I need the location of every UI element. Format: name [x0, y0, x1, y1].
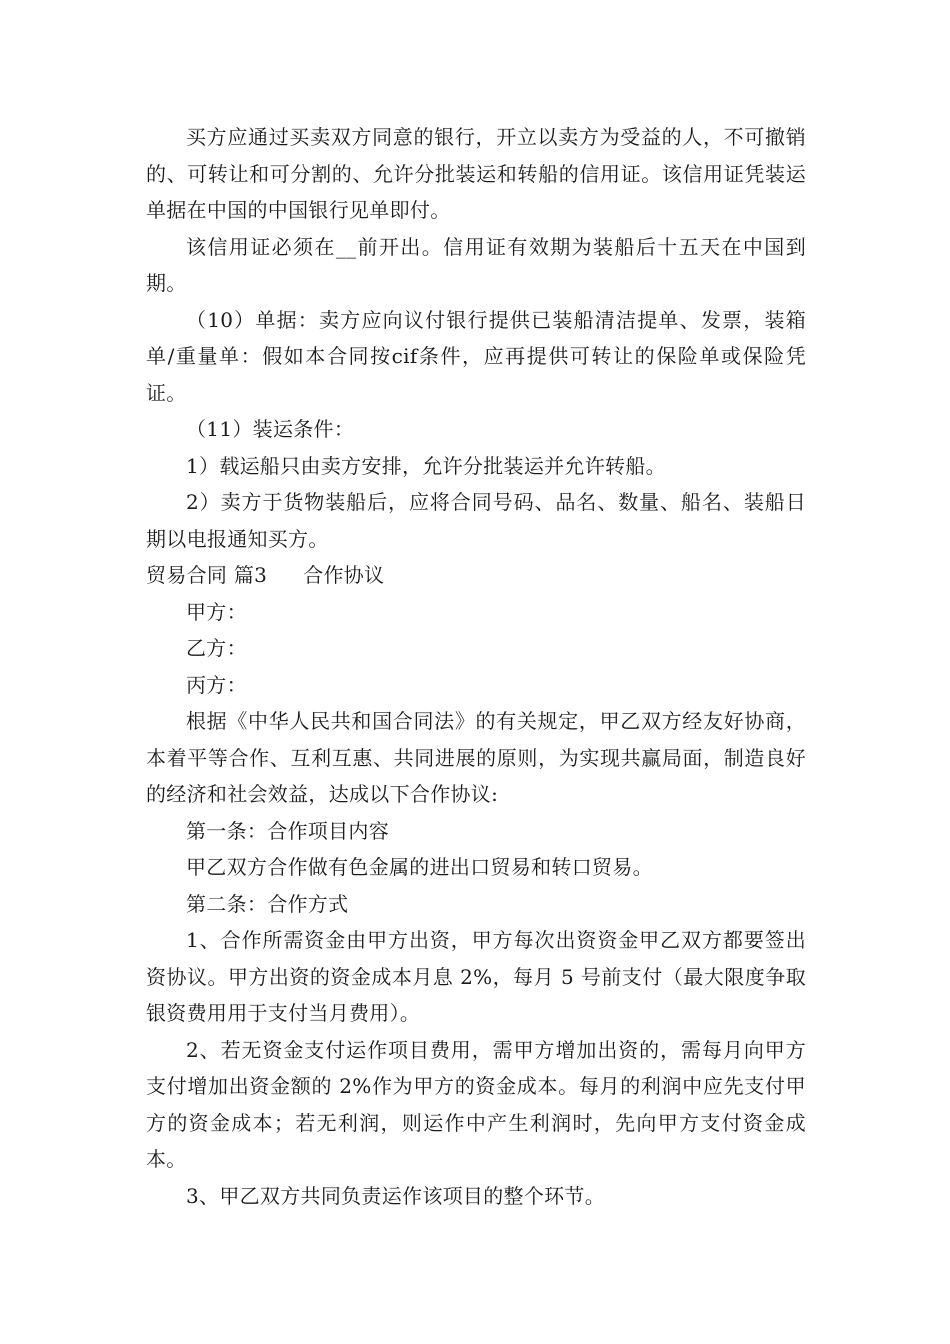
paragraph-letter-of-credit: 买方应通过买卖双方同意的银行，开立以卖方为受益的人，不可撤销的、可转让和可分割的、允许分批装运和转船的信用证。该信用证凭装运单据在中国的中国银行见单即付。 [146, 125, 806, 222]
paragraph-credit-deadline: 该信用证必须在__前开出。信用证有效期为装船后十五天在中国到期。 [146, 234, 806, 295]
article-2-clause-1: 1、合作所需资金由甲方出资，甲方每次出资资金甲乙双方都要签出资协议。甲方出资的资金成本月息 2%，每月 5 号前支付（最大限度争取银资费用用于支付当月费用）。 [146, 928, 806, 1025]
article-2-clause-3: 3、甲乙双方共同负责运作该项目的整个环节。 [186, 1183, 606, 1208]
article-2-heading: 第二条：合作方式 [186, 891, 349, 916]
section-heading-subtitle: 合作协议 [303, 563, 385, 587]
paragraph-shipping-terms: （11）装运条件： [186, 417, 355, 441]
paragraph-shipping-item-1: 1）载运船只由卖方安排，允许分批装运并允许转船。 [186, 453, 666, 478]
article-1-heading: 第一条：合作项目内容 [186, 818, 389, 843]
party-b-line: 乙方： [186, 636, 247, 660]
section-heading [146, 557, 806, 594]
article-2-clause-2: 2、若无资金支付运作项目费用，需甲方增加出资的，需每月向甲方支付增加出资金额的 2%作为甲方的资金成本。每月的利润中应先支付甲方的资金成本；若无利润，则运作中产生利润时，先向甲方支付资金成本。 [146, 1037, 806, 1171]
party-c-line: 丙方： [186, 672, 247, 697]
document-body [146, 119, 806, 1214]
party-a-line: 甲方： [186, 599, 247, 624]
section-heading-title: 贸易合同 篇3 [146, 563, 268, 587]
paragraph-preamble: 根据《中华人民共和国合同法》的有关规定，甲乙双方经友好协商，本着平等合作、互利互惠、共同进展的原则，为实现共赢局面，制造良好的经济和社会效益，达成以下合作协议: [146, 709, 806, 806]
article-1-body: 甲乙双方合作做有色金属的进出口贸易和转口贸易。 [186, 855, 653, 879]
paragraph-shipping-item-2: 2）卖方于货物装船后，应将合同号码、品名、数量、船名、装船日期以电报通知买方。 [146, 490, 806, 551]
paragraph-documents: （10）单据：卖方应向议付银行提供已装船清洁提单、发票，装箱单/重量单：假如本合同按cif条件，应再提供可转让的保险单或保险凭证。 [146, 307, 806, 405]
